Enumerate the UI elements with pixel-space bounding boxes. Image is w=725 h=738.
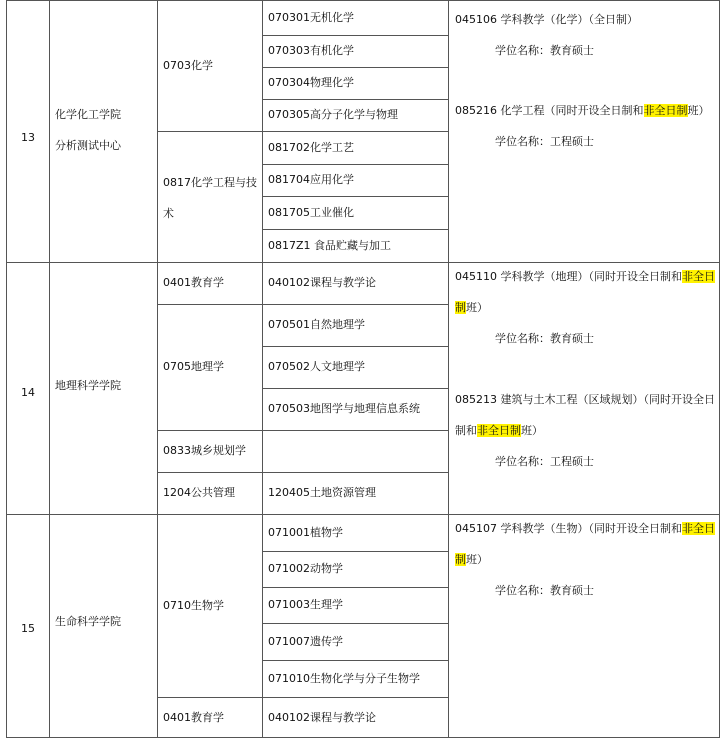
major-name: 071007遗传学: [268, 635, 343, 648]
major-name: 070501自然地理学: [268, 318, 365, 331]
professional-program-line: [455, 301, 488, 315]
professional-program-line: [455, 270, 715, 284]
discipline-border: [157, 131, 448, 132]
major-border: [262, 35, 448, 36]
row-border: [6, 0, 720, 1]
program-text: 045107 学科教学（生物）（同时开设全日制和: [455, 522, 682, 535]
program-text: 045106 学科教学（化学）（全日制）: [455, 13, 638, 26]
row-border: [6, 262, 720, 263]
major-name: 070303有机化学: [268, 44, 354, 57]
major-border: [262, 587, 448, 588]
major-name: 070305高分子化学与物理: [268, 108, 398, 121]
discipline-name: 0401教育学: [163, 276, 224, 289]
college-name: 生命科学学院: [55, 615, 121, 628]
program-text: 045110 学科教学（地理）（同时开设全日制和: [455, 270, 682, 283]
row-number: 13: [21, 131, 35, 144]
row-border: [6, 514, 720, 515]
part-time-highlight: 非全日: [682, 270, 715, 283]
professional-program-line: [455, 13, 638, 27]
discipline-name: 1204公共管理: [163, 486, 235, 499]
column-border: [49, 0, 50, 738]
discipline-name: 0817化学工程与技: [163, 176, 257, 189]
discipline-border: [157, 472, 448, 473]
major-name: 070304物理化学: [268, 76, 354, 89]
part-time-highlight: 非全日制: [643, 104, 688, 117]
professional-program-line: [455, 104, 710, 118]
discipline-name: 0703化学: [163, 59, 213, 72]
major-border: [262, 196, 448, 197]
row-number: 14: [21, 386, 35, 399]
professional-program-line: [455, 393, 715, 407]
degree-name: 学位名称：工程硕士: [495, 135, 594, 148]
discipline-border: [157, 304, 448, 305]
discipline-name: 0705地理学: [163, 360, 224, 373]
major-name: 070503地图学与地理信息系统: [268, 402, 420, 415]
college-name: 化学化工学院: [55, 108, 121, 121]
program-text: 班）: [687, 104, 710, 117]
major-border: [262, 551, 448, 552]
program-text: 制和: [455, 424, 477, 437]
part-time-highlight: 非全日: [682, 522, 715, 535]
column-border: [719, 0, 720, 738]
college-name: 分析测试中心: [55, 139, 121, 152]
major-border: [262, 660, 448, 661]
program-text: 班）: [466, 301, 488, 314]
degree-name: 学位名称：教育硕士: [495, 584, 594, 597]
part-time-highlight: 制: [455, 553, 466, 566]
major-border: [262, 67, 448, 68]
degree-name: 学位名称：教育硕士: [495, 332, 594, 345]
major-name: 081705工业催化: [268, 206, 354, 219]
discipline-name: 0401教育学: [163, 711, 224, 724]
major-border: [262, 388, 448, 389]
part-time-highlight: 制: [455, 301, 466, 314]
major-name: 081702化学工艺: [268, 141, 354, 154]
part-time-highlight: 非全日制: [477, 424, 521, 437]
major-name: 071010生物化学与分子生物学: [268, 672, 420, 685]
college-name: 地理科学学院: [55, 379, 121, 392]
major-border: [262, 164, 448, 165]
degree-name: 学位名称：教育硕士: [495, 44, 594, 57]
discipline-name: 术: [163, 207, 174, 220]
major-border: [262, 623, 448, 624]
row-number: 15: [21, 622, 35, 635]
professional-program-line: [455, 553, 488, 567]
discipline-name: 0710生物学: [163, 599, 224, 612]
program-text: 085216 化学工程（同时开设全日制和: [455, 104, 644, 117]
major-name: 070301无机化学: [268, 11, 354, 24]
major-name: 071001植物学: [268, 526, 343, 539]
major-border: [262, 346, 448, 347]
column-border: [6, 0, 7, 738]
major-name: 071003生理学: [268, 598, 343, 611]
column-border: [262, 0, 263, 738]
discipline-border: [157, 697, 448, 698]
major-name: 071002动物学: [268, 562, 343, 575]
major-name: 040102课程与教学论: [268, 276, 376, 289]
program-text: 班）: [466, 553, 488, 566]
column-border: [448, 0, 449, 738]
degree-name: 学位名称：工程硕士: [495, 455, 594, 468]
major-name: 120405土地资源管理: [268, 486, 376, 499]
program-text: 班）: [521, 424, 543, 437]
professional-program-line: [455, 522, 715, 536]
professional-program-line: [455, 424, 543, 438]
major-name: 0817Z1 食品贮藏与加工: [268, 239, 392, 252]
major-border: [262, 99, 448, 100]
discipline-border: [157, 430, 448, 431]
major-name: 070502人文地理学: [268, 360, 365, 373]
program-text: 085213 建筑与土木工程（区域规划）（同时开设全日: [455, 393, 715, 406]
major-border: [262, 229, 448, 230]
discipline-name: 0833城乡规划学: [163, 444, 246, 457]
major-name: 081704应用化学: [268, 173, 354, 186]
column-border: [157, 0, 158, 738]
major-name: 040102课程与教学论: [268, 711, 376, 724]
